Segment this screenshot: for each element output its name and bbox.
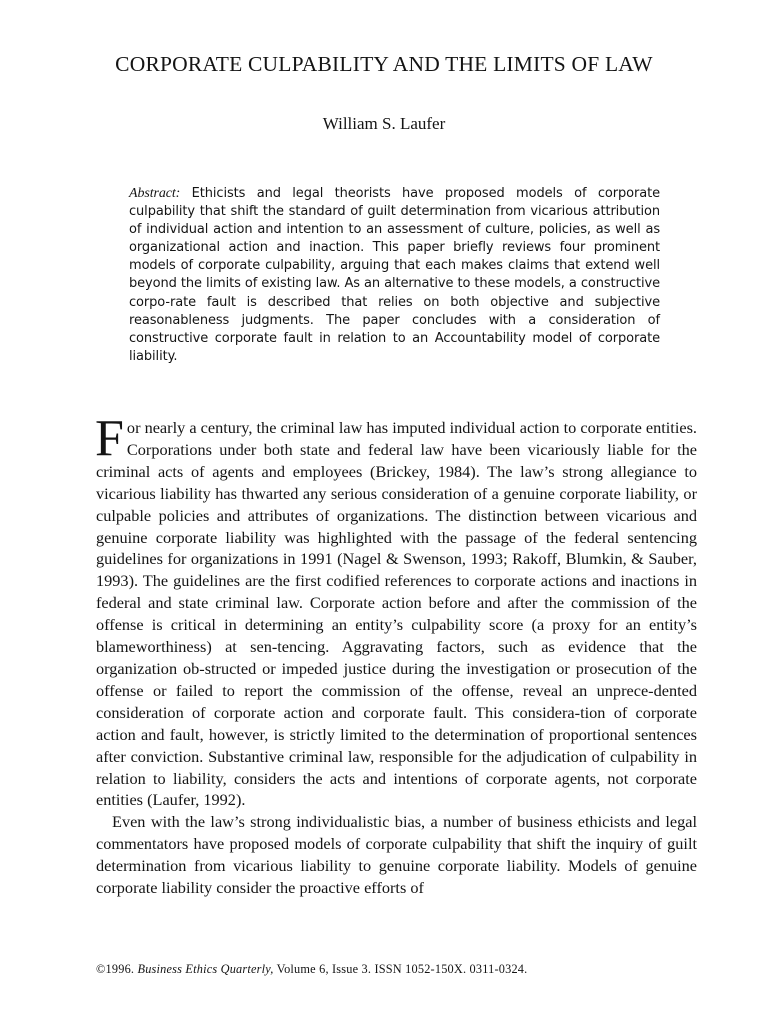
journal-name: Business Ethics Quarterly, <box>137 962 274 976</box>
abstract <box>129 185 660 366</box>
drop-cap: F <box>95 410 124 467</box>
author-name: William S. Laufer <box>322 114 446 133</box>
copyright: ©1996. <box>96 962 135 976</box>
body-paragraph-1 <box>95 410 697 811</box>
paper-title: CORPORATE CULPABILITY AND THE LIMITS OF LAW <box>115 52 653 76</box>
abstract-label: Abstract: <box>129 186 181 201</box>
body-paragraph-1-text: or nearly a century, the criminal law has imputed individual action to corporate entities. Corporations under both state and federal law have been vicariously liable for the criminal acts of agents and employees (Brickey, 1984). The law’s strong allegiance to vicarious liability has thwarted any serious consideration of a genuine corporate liability, or culpable policies and attributes of organizations. The distinction between vicarious and genuine corporate liability was highlighted with the passage of the federal sentencing guidelines for organizations in 1991 (Nagel & Swenson, 1993; Rakoff, Blumkin, & Sauber, 1993). The guidelines are the first codified references to corporate actions and inactions in federal and state criminal law. Corporate action before and after the commission of the offense is critical in determining an entity’s culpability score (a proxy for an entity’s blameworthiness) at sen-tencing. Aggravating factors, such as evidence that the organization ob-structed or impeded justice during the investigation or prosecution of the offense or failed to report the commission of the offense, reveal an unprece-dented consideration of corporate action and corporate fault. This considera-tion of corporate action and fault, however, is strictly limited to the determination of proportional sentences after conviction. Substantive criminal law, responsible for the adjudication of culpability in relation to liability, considers the acts and intentions of corporate agents, not corporate entities (Laufer, 1992). <box>96 418 697 810</box>
body-paragraph-2: Even with the law’s strong individualistic bias, a number of business ethicists and legal commentators have proposed models of corporate culpability that shift the inquiry of guilt determination from vicarious liability to genuine corporate liability. Models of genuine corporate liability consider the proactive efforts of <box>96 812 697 898</box>
body-text <box>95 410 697 899</box>
issue-details: Volume 6, Issue 3. ISSN 1052-150X. 0311-0324. <box>276 962 528 976</box>
footer-citation <box>96 962 527 977</box>
abstract-text: Ethicists and legal theorists have proposed models of corporate culpability that shift the standard of guilt determination from vicarious attribution of individual action and intention to an assessment of culture, policies, as well as organizational action and inaction. This paper briefly reviews four prominent models of corporate culpability, arguing that each makes claims that extend well beyond the limits of existing law. As an alternative to these models, a constructive corpo-rate fault is described that relies on both objective and subjective reasonableness judgments. The paper concludes with a consideration of constructive corporate fault in relation to an Accountability model of corporate liability. <box>129 186 660 364</box>
